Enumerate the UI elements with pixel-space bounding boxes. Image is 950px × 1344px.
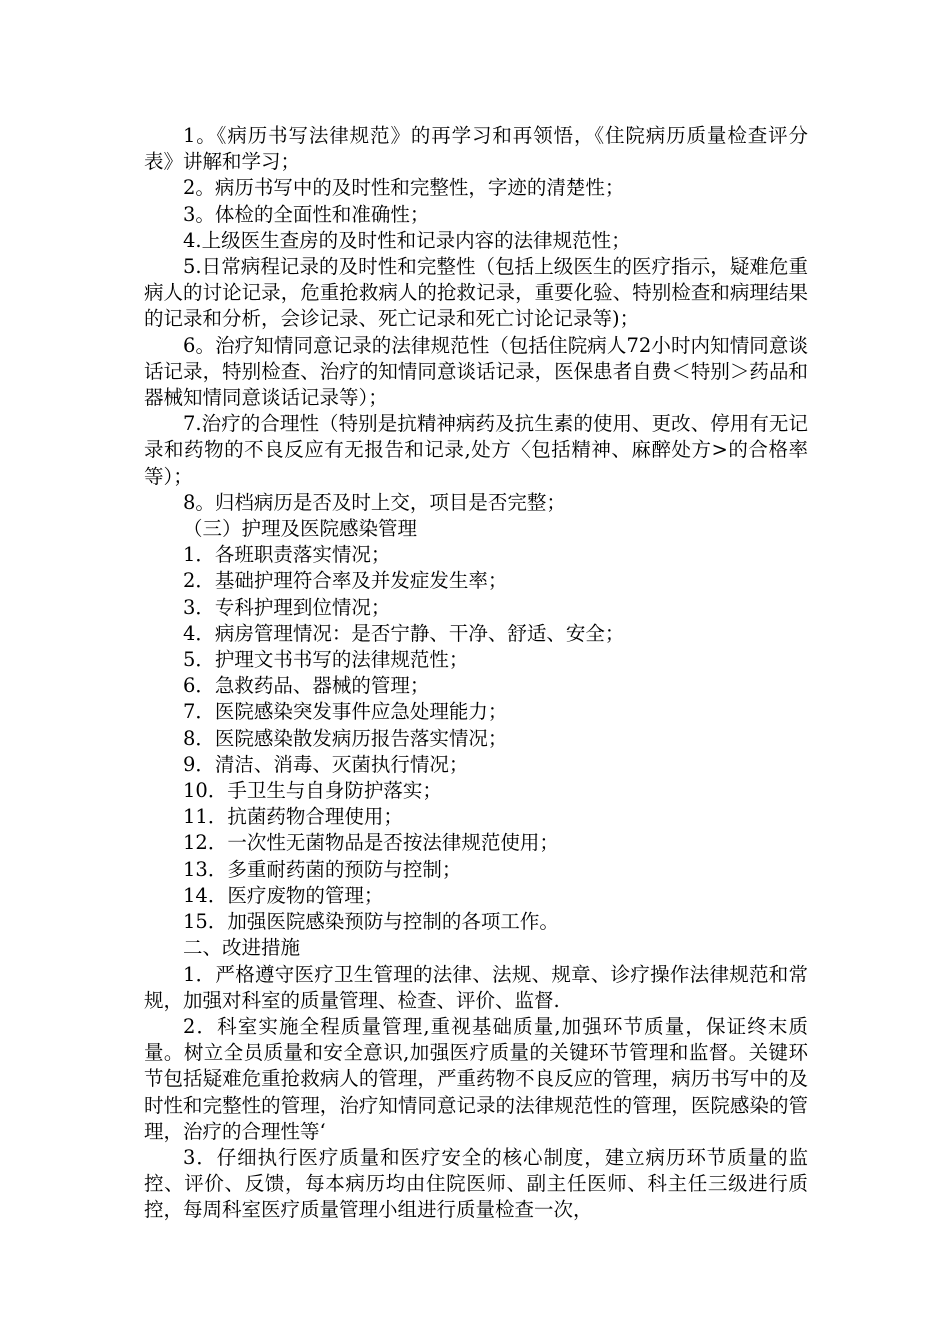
paragraph-medical-record-2: 2。病历书写中的及时性和完整性，字迹的清楚性； [183, 176, 625, 200]
paragraph-nursing-8: 8．医院感染散发病历报告落实情况； [183, 726, 508, 750]
paragraph-medical-record-7: 7.治疗的合理性（特别是抗精神病药及抗生素的使用、更改、停用有无记录和药物的不良反应有无报告和记录,处方〈包括精神、麻醉处方>的合格率等）； [144, 412, 808, 488]
paragraph-nursing-4: 4．病房管理情况：是否宁静、干净、舒适、安全； [183, 621, 625, 645]
paragraph-nursing-5: 5．护理文书书写的法律规范性； [183, 648, 469, 672]
paragraph-nursing-2: 2．基础护理符合率及并发症发生率； [183, 569, 508, 593]
paragraph-nursing-14: 14．医疗废物的管理； [183, 883, 384, 907]
paragraph-nursing-10: 10．手卫生与自身防护落实； [183, 779, 442, 803]
section-heading-nursing: （三）护理及医院感染管理 [183, 517, 418, 541]
paragraph-medical-record-1: 1。《病历书写法律规范》的再学习和再领悟，《住院病历质量检查评分表》讲解和学习； [144, 124, 808, 174]
paragraph-nursing-6: 6．急救药品、器械的管理； [183, 674, 430, 698]
paragraph-improvement-1: 1．严格遵守医疗卫生管理的法律、法规、规章、诊疗操作法律规范和常规，加强对科室的质量管理、检查、评价、监督. [144, 962, 808, 1012]
paragraph-medical-record-6: 6。治疗知情同意记录的法律规范性（包括住院病人72小时内知情同意谈话记录，特别检查、治疗的知情同意谈话记录，医保患者自费＜特别＞药品和器械知情同意谈话记录等）； [144, 333, 808, 410]
paragraph-nursing-1: 1．各班职责落实情况； [183, 543, 391, 567]
document-body [144, 123, 808, 1224]
paragraph-nursing-7: 7．医院感染突发事件应急处理能力； [183, 700, 508, 724]
paragraph-nursing-12: 12．一次性无菌物品是否按法律规范使用； [183, 831, 559, 855]
paragraph-improvement-2: 2．科室实施全程质量管理,重视基础质量,加强环节质量，保证终末质量。树立全员质量和安全意识,加强医疗质量的关键环节管理和监督。关键环节包括疑难危重抢救病人的管理，严重药物不良反应的管理，病历书写中的及时性和完整性的管理，治疗知情同意记录的法律规范性的管理，医院感染的管理，治疗的合理性等‘ [144, 1014, 808, 1143]
paragraph-nursing-9: 9．清洁、消毒、灭菌执行情况； [183, 752, 469, 776]
paragraph-medical-record-4: 4.上级医生查房的及时性和记录内容的法律规范性； [183, 228, 631, 252]
paragraph-nursing-13: 13．多重耐药菌的预防与控制； [183, 857, 462, 881]
paragraph-medical-record-3: 3。体检的全面性和准确性； [183, 202, 430, 226]
paragraph-nursing-11: 11．抗菌药物合理使用； [183, 805, 403, 829]
paragraph-medical-record-5: 5.日常病程记录的及时性和完整性（包括上级医生的医疗指示，疑难危重病人的讨论记录，危重抢救病人的抢救记录，重要化验、特别检查和病理结果的记录和分析，会诊记录、死亡记录和死亡讨论记录等)； [144, 255, 808, 331]
paragraph-medical-record-8: 8。归档病历是否及时上交，项目是否完整； [183, 490, 566, 514]
paragraph-nursing-15: 15．加强医院感染预防与控制的各项工作。 [183, 910, 559, 934]
paragraph-improvement-3: 3．仔细执行医疗质量和医疗安全的核心制度，建立病历环节质量的监控、评价、反馈，每本病历均由住院医师、副主任医师、科主任三级进行质控，每周科室医疗质量管理小组进行质量检查一次， [144, 1145, 808, 1222]
section-heading-improvement: 二、改进措施 [183, 936, 301, 960]
paragraph-nursing-3: 3．专科护理到位情况； [183, 595, 391, 619]
